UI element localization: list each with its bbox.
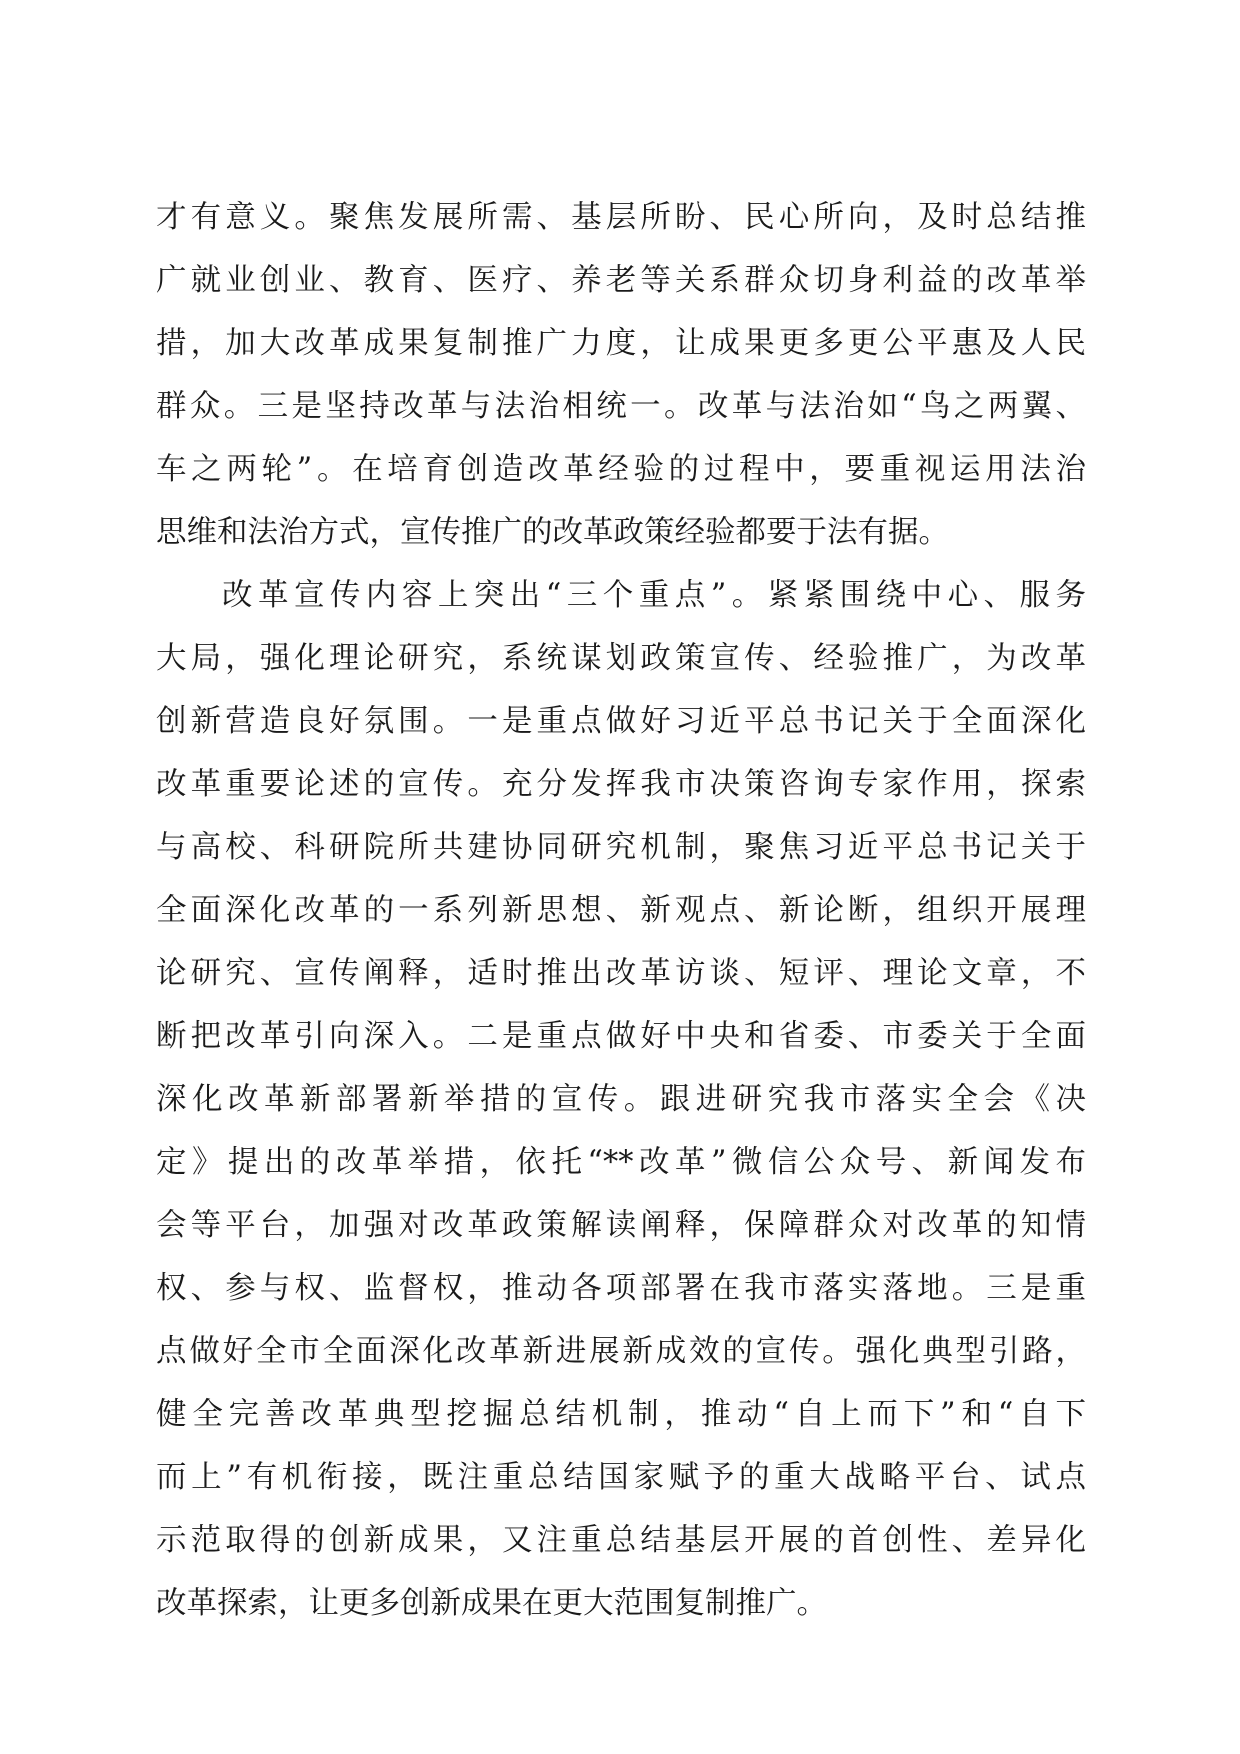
- text-line: 断把改革引向深入。二是重点做好中央和省委、市委关于全面: [156, 1019, 1086, 1054]
- text-line: 措，加大改革成果复制推广力度，让成果更多更公平惠及人民: [156, 326, 1086, 361]
- text-line: 与高校、科研院所共建协同研究机制，聚焦习近平总书记关于: [156, 830, 1086, 865]
- text-line: 全面深化改革的一系列新思想、新观点、新论断，组织开展理: [156, 893, 1086, 928]
- paragraph-start-line: 改革宣传内容上突出“三个重点”。紧紧围绕中心、服务: [222, 578, 1086, 613]
- text-line: 示范取得的创新成果，又注重总结基层开展的首创性、差异化: [156, 1523, 1086, 1558]
- text-line: 健全完善改革典型挖掘总结机制，推动“自上而下”和“自下: [156, 1397, 1086, 1432]
- body-text: [156, 186, 1086, 1635]
- text-line: 才有意义。聚焦发展所需、基层所盼、民心所向，及时总结推: [156, 200, 1086, 235]
- text-line: 改革探索，让更多创新成果在更大范围复制推广。: [156, 1586, 827, 1621]
- text-line: 权、参与权、监督权，推动各项部署在我市落实落地。三是重: [156, 1271, 1086, 1306]
- text-line: 点做好全市全面深化改革新进展新成效的宣传。强化典型引路，: [156, 1334, 1086, 1369]
- text-line: 大局，强化理论研究，系统谋划政策宣传、经验推广，为改革: [156, 641, 1086, 676]
- text-line: 思维和法治方式，宣传推广的改革政策经验都要于法有据。: [156, 515, 949, 550]
- text-line: 群众。三是坚持改革与法治相统一。改革与法治如“鸟之两翼、: [156, 389, 1086, 424]
- text-line: 论研究、宣传阐释，适时推出改革访谈、短评、理论文章，不: [156, 956, 1086, 991]
- text-line: 创新营造良好氛围。一是重点做好习近平总书记关于全面深化: [156, 704, 1086, 739]
- text-line: 会等平台，加强对改革政策解读阐释，保障群众对改革的知情: [156, 1208, 1086, 1243]
- text-line: 定》提出的改革举措，依托“**改革”微信公众号、新闻发布: [156, 1145, 1086, 1180]
- text-line: 改革重要论述的宣传。充分发挥我市决策咨询专家作用，探索: [156, 767, 1086, 802]
- text-line: 广就业创业、教育、医疗、养老等关系群众切身利益的改革举: [156, 263, 1086, 298]
- text-line: 而上”有机衔接，既注重总结国家赋予的重大战略平台、试点: [156, 1460, 1086, 1495]
- text-line: 深化改革新部署新举措的宣传。跟进研究我市落实全会《决: [156, 1082, 1086, 1117]
- text-line: 车之两轮”。在培育创造改革经验的过程中，要重视运用法治: [156, 452, 1086, 487]
